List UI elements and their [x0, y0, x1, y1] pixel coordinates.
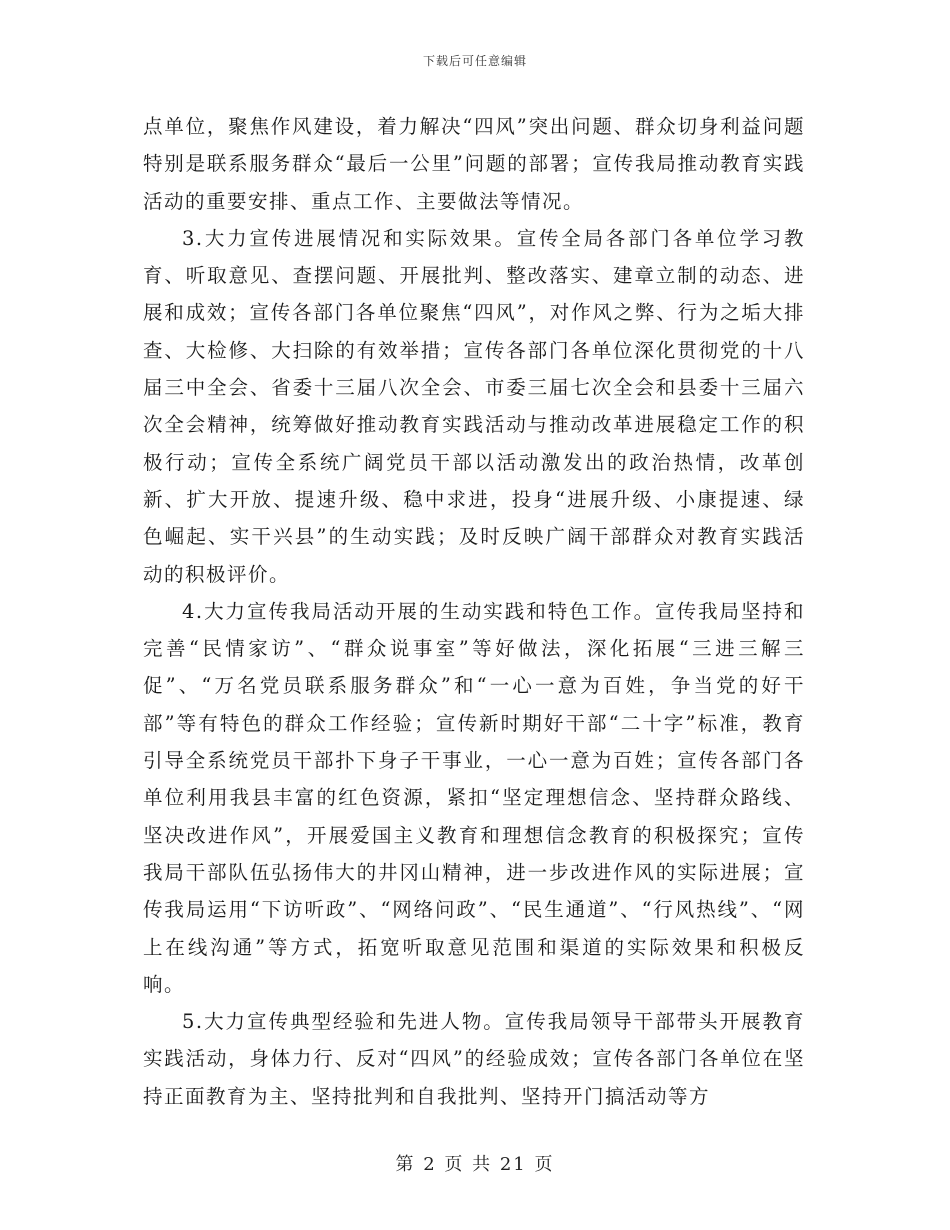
document-body [143, 108, 805, 1115]
page-header: 下载后可任意编辑 [422, 54, 527, 68]
paragraph-item-3: 3.大力宣传进展情况和实际效果。宣传全局各部门各单位学习教育、听取意见、查摆问题、开展批判、整改落实、建章立制的动态、进展和成效；宣传各部门各单位聚焦“四风”，对作风之弊、行为之垢大排查、大检修、大扫除的有效举措；宣传各部门各单位深化贯彻党的十八届三中全会、省委十三届八次全会、市委三届七次全会和县委十三届六次全会精神，统筹做好推动教育实践活动与推动改革进展稳定工作的积极行动；宣传全系统广阔党员干部以活动激发出的政治热情，改革创新、扩大开放、提速升级、稳中求进，投身“进展升级、小康提速、绿色崛起、实干兴县”的生动实践；及时反映广阔干部群众对教育实践活动的积极评价。 [143, 226, 805, 586]
paragraph-item-4: 4.大力宣传我局活动开展的生动实践和特色工作。宣传我局坚持和完善“民情家访”、“群众说事室”等好做法，深化拓展“三进三解三促”、“万名党员联系服务群众”和“一心一意为百姓，争当党的好干部”等有特色的群众工作经验；宣传新时期好干部“二十字”标准，教育引导全系统党员干部扑下身子干事业，一心一意为百姓；宣传各部门各单位利用我县丰富的红色资源，紧扣“坚定理想信念、坚持群众路线、坚决改进作风”，开展爱国主义教育和理想信念教育的积极探究；宣传我局干部队伍弘扬伟大的井冈山精神，进一步改进作风的实际进展；宣传我局运用“下访听政”、“网络问政”、“民生通道”、“行风热线”、“网上在线沟通”等方式，拓宽听取意见范围和渠道的实际效果和积极反响。 [143, 599, 805, 996]
paragraph-continuation: 点单位，聚焦作风建设，着力解决“四风”突出问题、群众切身利益问题特别是联系服务群众“最后一公里”问题的部署；宣传我局推动教育实践活动的重要安排、重点工作、主要做法等情况。 [143, 115, 805, 213]
paragraph-item-5: 5.大力宣传典型经验和先进人物。宣传我局领导干部带头开展教育实践活动，身体力行、反对“四风”的经验成效；宣传各部门各单位在坚持正面教育为主、坚持批判和自我批判、坚持开门搞活动等方 [143, 1010, 805, 1108]
page-footer: 第 2 页 共 21 页 [395, 1154, 555, 1175]
